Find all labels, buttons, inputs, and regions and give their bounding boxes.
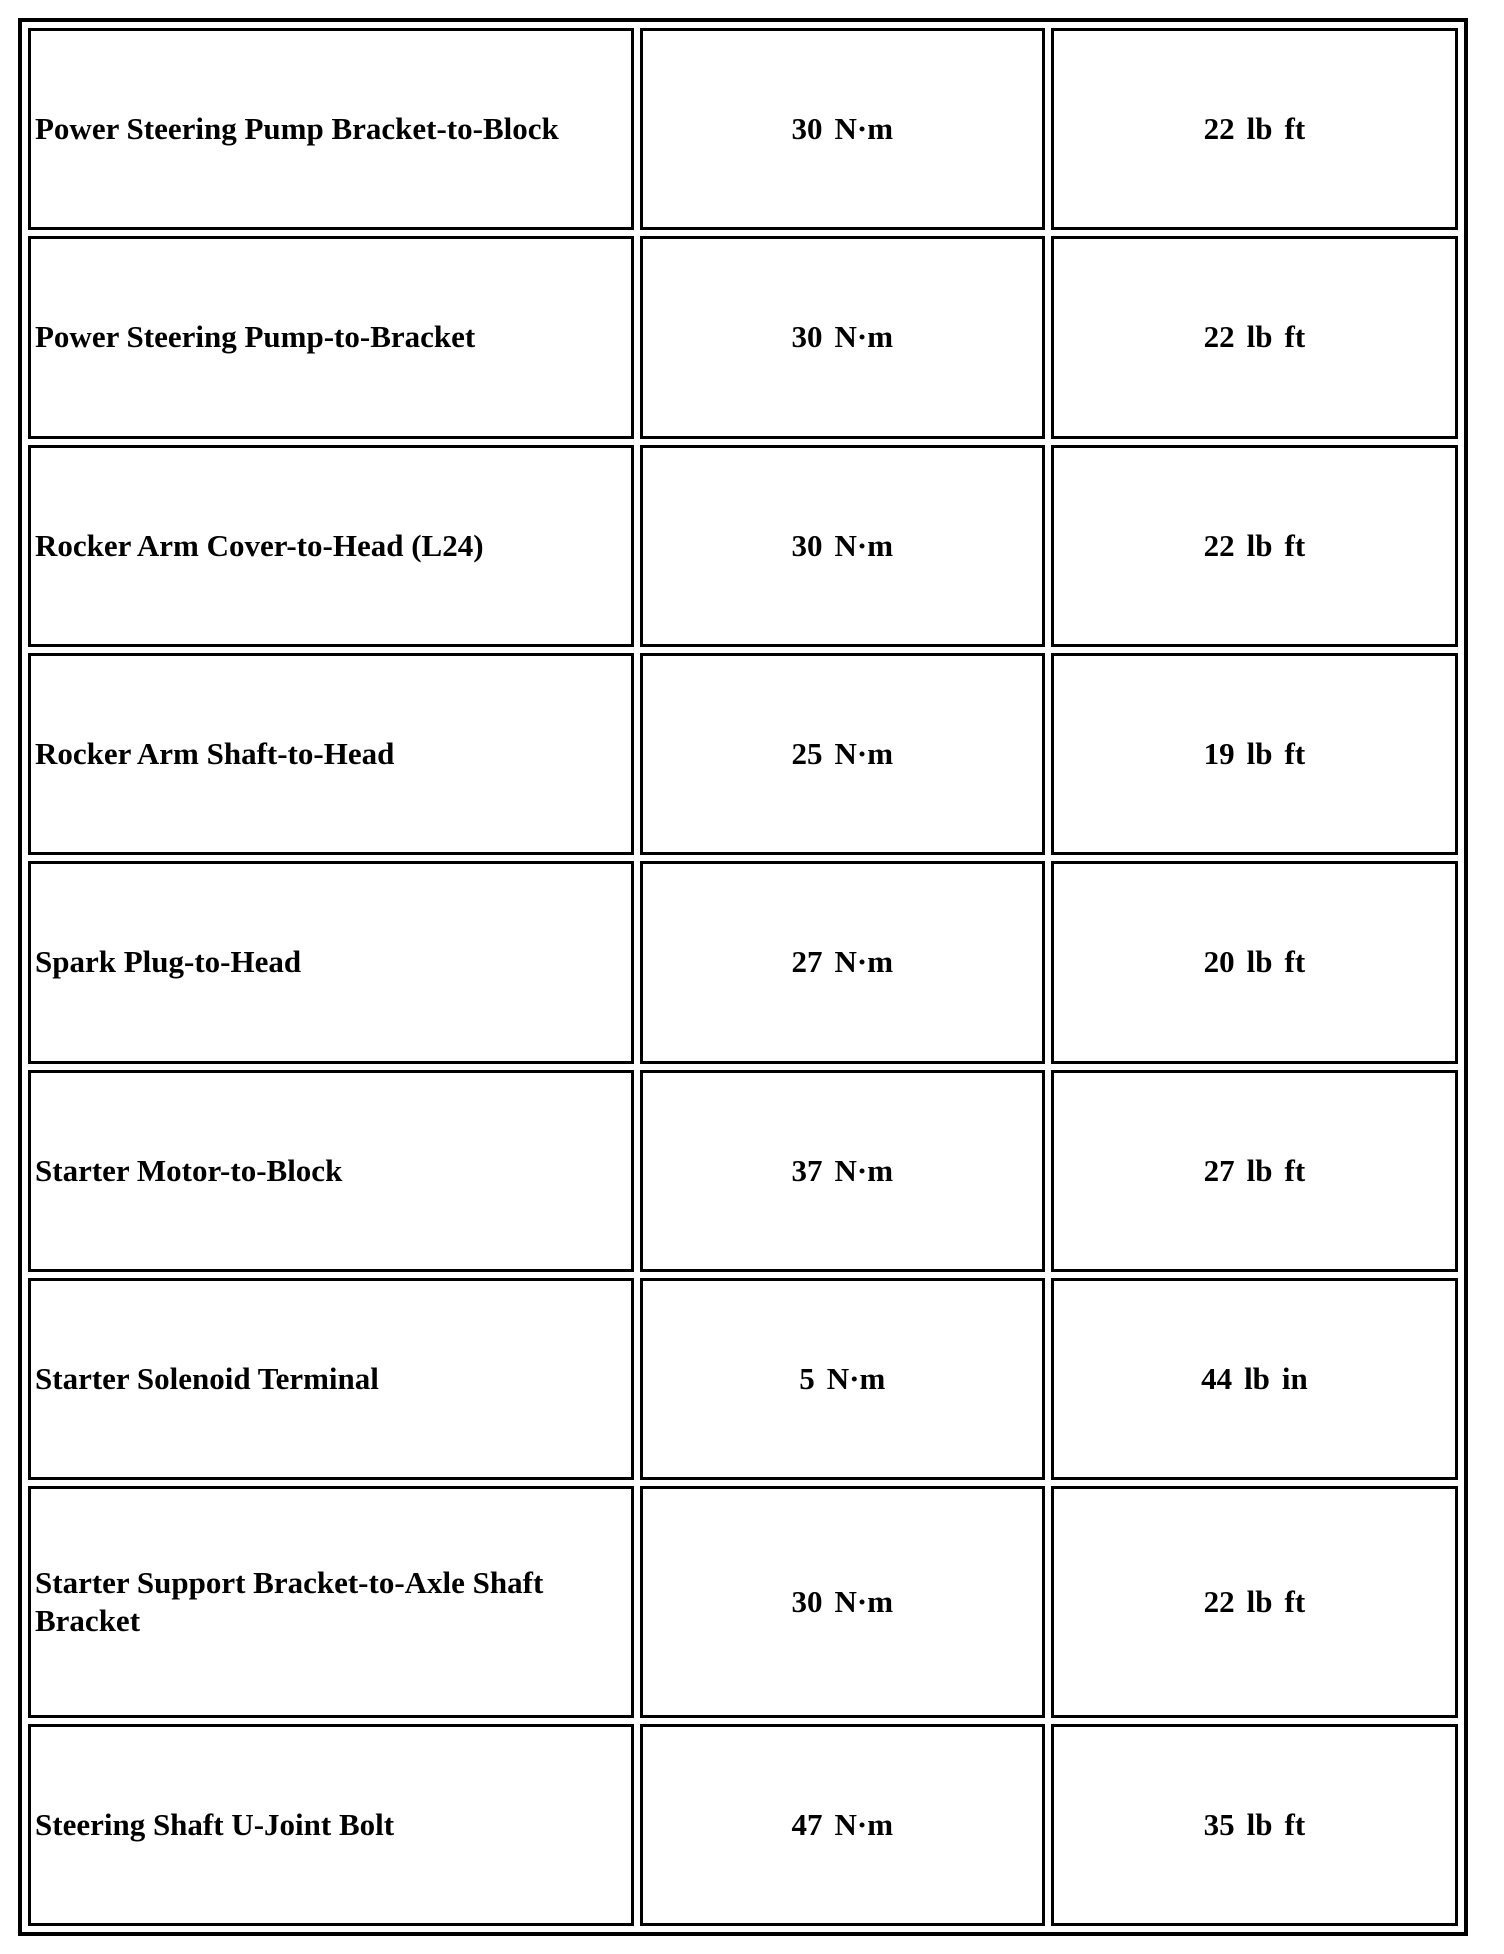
english-torque-cell bbox=[1051, 653, 1458, 855]
metric-value: 30 bbox=[791, 1583, 823, 1619]
english-value: 22 bbox=[1203, 319, 1235, 355]
english-unit-2: in bbox=[1281, 1361, 1308, 1397]
component-cell: Steering Shaft U-Joint Bolt bbox=[28, 1724, 634, 1926]
component-cell: Starter Solenoid Terminal bbox=[28, 1278, 634, 1480]
english-unit-1: lb bbox=[1244, 1361, 1270, 1397]
metric-torque-cell bbox=[640, 653, 1045, 855]
component-cell: Spark Plug-to-Head bbox=[28, 861, 634, 1063]
english-unit-1: lb bbox=[1246, 944, 1273, 980]
english-value: 20 bbox=[1203, 944, 1235, 980]
english-unit-1: lb bbox=[1246, 736, 1273, 772]
english-value: 44 bbox=[1201, 1361, 1233, 1397]
metric-torque-cell bbox=[640, 28, 1045, 230]
table-row bbox=[28, 1070, 1458, 1272]
metric-value: 25 bbox=[791, 736, 823, 772]
english-torque-cell bbox=[1051, 1486, 1458, 1717]
english-unit-2: ft bbox=[1284, 944, 1306, 980]
table-row bbox=[28, 653, 1458, 855]
english-torque-cell bbox=[1051, 861, 1458, 1063]
metric-unit: N·m bbox=[834, 1583, 894, 1619]
table-row bbox=[28, 1486, 1458, 1717]
metric-unit: N·m bbox=[834, 1152, 894, 1188]
metric-value: 30 bbox=[791, 527, 823, 563]
english-value: 22 bbox=[1203, 527, 1235, 563]
component-cell: Rocker Arm Cover-to-Head (L24) bbox=[28, 445, 634, 647]
english-torque-cell bbox=[1051, 1070, 1458, 1272]
component-cell: Starter Support Bracket-to-Axle Shaft Bracket bbox=[28, 1486, 634, 1717]
metric-torque-cell bbox=[640, 1486, 1045, 1717]
english-torque-cell bbox=[1051, 1278, 1458, 1480]
english-value: 27 bbox=[1203, 1152, 1235, 1188]
component-cell: Rocker Arm Shaft-to-Head bbox=[28, 653, 634, 855]
metric-unit: N·m bbox=[834, 527, 894, 563]
english-torque-cell bbox=[1051, 445, 1458, 647]
metric-unit: N·m bbox=[826, 1361, 886, 1397]
metric-torque-cell bbox=[640, 1070, 1045, 1272]
english-value: 22 bbox=[1203, 1583, 1235, 1619]
table-row bbox=[28, 445, 1458, 647]
metric-torque-cell bbox=[640, 861, 1045, 1063]
english-value: 19 bbox=[1203, 736, 1235, 772]
english-unit-2: ft bbox=[1284, 111, 1306, 147]
torque-spec-table-frame bbox=[18, 18, 1468, 1936]
metric-value: 5 bbox=[799, 1361, 815, 1397]
metric-value: 30 bbox=[791, 319, 823, 355]
metric-unit: N·m bbox=[834, 1806, 894, 1842]
table-row bbox=[28, 236, 1458, 438]
table-row bbox=[28, 861, 1458, 1063]
metric-torque-cell bbox=[640, 1278, 1045, 1480]
english-value: 35 bbox=[1203, 1806, 1235, 1842]
english-torque-cell bbox=[1051, 28, 1458, 230]
metric-torque-cell bbox=[640, 236, 1045, 438]
english-unit-2: ft bbox=[1284, 1806, 1306, 1842]
english-unit-1: lb bbox=[1246, 1152, 1273, 1188]
metric-unit: N·m bbox=[834, 736, 894, 772]
metric-value: 47 bbox=[791, 1806, 823, 1842]
component-cell: Power Steering Pump-to-Bracket bbox=[28, 236, 634, 438]
english-unit-2: ft bbox=[1284, 319, 1306, 355]
metric-value: 27 bbox=[791, 944, 823, 980]
metric-unit: N·m bbox=[834, 319, 894, 355]
english-torque-cell bbox=[1051, 1724, 1458, 1926]
english-unit-2: ft bbox=[1284, 1583, 1306, 1619]
english-unit-1: lb bbox=[1246, 1583, 1273, 1619]
component-cell: Starter Motor-to-Block bbox=[28, 1070, 634, 1272]
component-cell: Power Steering Pump Bracket-to-Block bbox=[28, 28, 634, 230]
english-torque-cell bbox=[1051, 236, 1458, 438]
english-unit-2: ft bbox=[1284, 1152, 1306, 1188]
table-row bbox=[28, 1278, 1458, 1480]
metric-unit: N·m bbox=[834, 944, 894, 980]
english-unit-1: lb bbox=[1246, 111, 1273, 147]
metric-value: 37 bbox=[791, 1152, 823, 1188]
metric-torque-cell bbox=[640, 1724, 1045, 1926]
table-row bbox=[28, 1724, 1458, 1926]
metric-value: 30 bbox=[791, 111, 823, 147]
torque-spec-table bbox=[22, 22, 1464, 1932]
table-row bbox=[28, 28, 1458, 230]
english-unit-1: lb bbox=[1246, 319, 1273, 355]
english-unit-1: lb bbox=[1246, 1806, 1273, 1842]
metric-torque-cell bbox=[640, 445, 1045, 647]
metric-unit: N·m bbox=[834, 111, 894, 147]
english-unit-1: lb bbox=[1246, 527, 1273, 563]
english-unit-2: ft bbox=[1284, 736, 1306, 772]
english-value: 22 bbox=[1203, 111, 1235, 147]
english-unit-2: ft bbox=[1284, 527, 1306, 563]
